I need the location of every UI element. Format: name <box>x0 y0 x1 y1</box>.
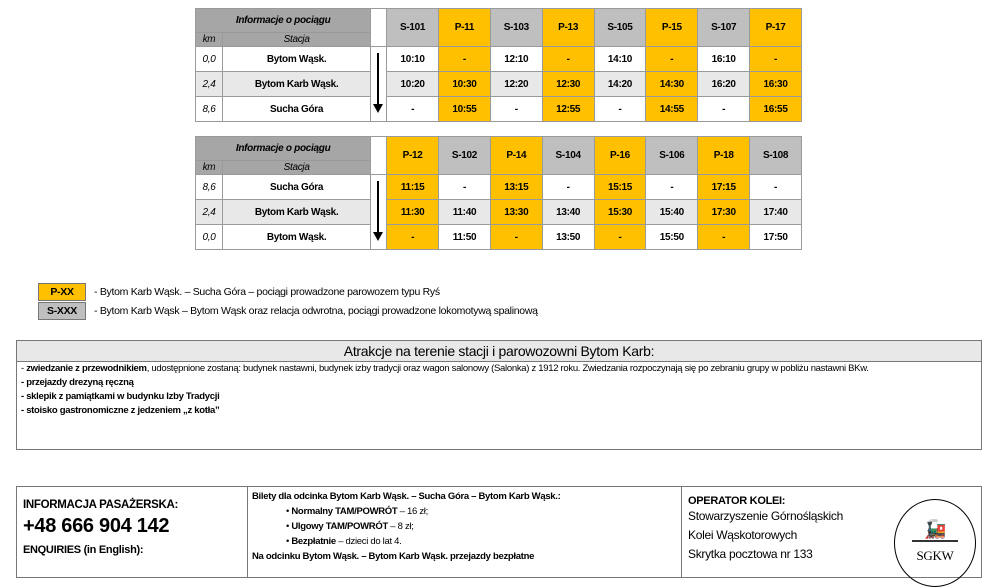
time-cell: - <box>646 47 698 72</box>
train-number: S-106 <box>646 137 698 175</box>
time-cell: 14:10 <box>594 47 646 72</box>
operator-address: Stowarzyszenie Górnośląskich Kolei Wąskotorowych Skrytka pocztowa nr 133 <box>688 509 844 561</box>
time-cell: 11:30 <box>387 200 439 225</box>
ticket-item: • Bezpłatnie – dzieci do lat 4. <box>286 536 402 547</box>
time-cell: 12:30 <box>542 72 594 97</box>
train-number: S-107 <box>698 9 750 47</box>
time-cell: 10:30 <box>439 72 491 97</box>
time-cell: 10:10 <box>387 47 439 72</box>
free-section-note: Na odcinku Bytom Wąsk. – Bytom Karb Wąsk. przejazdy bezpłatne <box>252 551 535 562</box>
time-cell: - <box>698 225 750 250</box>
time-cell: 16:30 <box>750 72 802 97</box>
station-cell: Bytom Karb Wąsk. <box>222 72 370 97</box>
train-number: S-108 <box>750 137 802 175</box>
operator-info <box>682 487 981 577</box>
time-cell: 12:20 <box>490 72 542 97</box>
table-row <box>196 200 802 225</box>
km-cell: 8,6 <box>196 175 223 200</box>
time-cell: - <box>646 175 698 200</box>
direction-header <box>371 137 387 175</box>
time-cell: 10:20 <box>387 72 439 97</box>
legend-text: - Bytom Karb Wąsk. – Sucha Góra – pociągi prowadzone parowozem typu Ryś <box>94 286 440 298</box>
timetable-outbound <box>195 8 802 122</box>
table-row <box>196 47 802 72</box>
header-km: km <box>196 161 223 175</box>
time-cell: 13:15 <box>490 175 542 200</box>
station-cell: Bytom Karb Wąsk. <box>222 200 370 225</box>
header-station: Stacja <box>222 161 370 175</box>
train-number: S-103 <box>490 9 542 47</box>
time-cell: - <box>387 97 439 122</box>
train-number: P-17 <box>750 9 802 47</box>
legend-swatch: S-XXX <box>38 302 86 320</box>
train-number: P-15 <box>646 9 698 47</box>
sgkw-logo: 🚂 SGKW <box>894 499 976 587</box>
attraction-item: - przejazdy drezyną ręczną <box>21 377 134 388</box>
time-cell: 13:30 <box>490 200 542 225</box>
time-cell: 16:20 <box>698 72 750 97</box>
enquiries-label: ENQUIRIES (in English): <box>23 544 144 556</box>
time-cell: - <box>490 97 542 122</box>
footer-box <box>16 486 982 578</box>
time-cell: 17:40 <box>750 200 802 225</box>
time-cell: 15:50 <box>646 225 698 250</box>
km-cell: 2,4 <box>196 200 223 225</box>
time-cell: 17:30 <box>698 200 750 225</box>
train-number: P-13 <box>542 9 594 47</box>
info-label: INFORMACJA PASAŻERSKA: <box>23 499 179 511</box>
time-cell: 14:20 <box>594 72 646 97</box>
station-cell: Bytom Wąsk. <box>222 47 370 72</box>
direction-header <box>371 9 387 47</box>
time-cell: - <box>594 225 646 250</box>
time-cell: 15:15 <box>594 175 646 200</box>
time-cell: 17:15 <box>698 175 750 200</box>
time-cell: - <box>594 97 646 122</box>
attraction-item: - sklepik z pamiątkami w budynku Izby Tradycji <box>21 391 220 402</box>
train-number: S-101 <box>387 9 439 47</box>
ticket-item: • Normalny TAM/POWRÓT – 16 zł; <box>286 506 428 517</box>
table-row <box>196 175 802 200</box>
passenger-info <box>17 487 248 577</box>
station-cell: Sucha Góra <box>222 97 370 122</box>
attractions-title: Atrakcje na terenie stacji i parowozowni Bytom Karb: <box>17 341 981 362</box>
train-number: P-12 <box>387 137 439 175</box>
train-number: S-102 <box>439 137 491 175</box>
table-row <box>196 97 802 122</box>
attraction-item: - stoisko gastronomiczne z jedzeniem „z kotła” <box>21 405 220 416</box>
table-row <box>196 72 802 97</box>
tickets-title: Bilety dla odcinka Bytom Karb Wąsk. – Sucha Góra – Bytom Karb Wąsk.: <box>252 491 561 502</box>
time-cell: 12:10 <box>490 47 542 72</box>
header-info: Informacje o pociągu <box>196 9 371 33</box>
time-cell: 13:40 <box>542 200 594 225</box>
train-number: P-14 <box>490 137 542 175</box>
time-cell: 16:55 <box>750 97 802 122</box>
direction-arrow-cell <box>371 175 387 250</box>
legend-text: - Bytom Karb Wąsk – Bytom Wąsk oraz relacja odwrotna, pociągi prowadzone lokomotywą spalinową <box>94 305 538 317</box>
attraction-item: - zwiedzanie z przewodnikiem, udostępnione zostaną: budynek nastawni, budynek izby tradycji oraz wagon salonowy (Salonka) z 1912 roku. Zwiedzania rozpoczynają się po zebraniu grupy w pobliżu nastawni BKw. <box>21 363 869 374</box>
train-number: S-105 <box>594 9 646 47</box>
tickets-info <box>248 487 682 577</box>
station-cell: Bytom Wąsk. <box>222 225 370 250</box>
km-cell: 8,6 <box>196 97 223 122</box>
time-cell: - <box>542 175 594 200</box>
time-cell: - <box>490 225 542 250</box>
time-cell: 15:30 <box>594 200 646 225</box>
station-cell: Sucha Góra <box>222 175 370 200</box>
time-cell: - <box>439 175 491 200</box>
km-cell: 0,0 <box>196 47 223 72</box>
time-cell: - <box>542 47 594 72</box>
header-info: Informacje o pociągu <box>196 137 371 161</box>
km-cell: 2,4 <box>196 72 223 97</box>
ticket-item: • Ulgowy TAM/POWRÓT – 8 zł; <box>286 521 414 532</box>
legend-swatch: P-XX <box>38 283 86 301</box>
operator-label: OPERATOR KOLEI: <box>688 495 786 507</box>
phone-number[interactable]: +48 666 904 142 <box>23 515 170 537</box>
arrow-down-icon <box>377 53 379 111</box>
time-cell: 15:40 <box>646 200 698 225</box>
train-number: P-16 <box>594 137 646 175</box>
time-cell: 11:40 <box>439 200 491 225</box>
legend-diesel <box>38 302 538 320</box>
train-number: S-104 <box>542 137 594 175</box>
time-cell: - <box>439 47 491 72</box>
header-station: Stacja <box>222 33 370 47</box>
time-cell: 11:15 <box>387 175 439 200</box>
train-number: P-18 <box>698 137 750 175</box>
attractions-box <box>16 340 982 450</box>
km-cell: 0,0 <box>196 225 223 250</box>
time-cell: - <box>387 225 439 250</box>
time-cell: 16:10 <box>698 47 750 72</box>
arrow-down-icon <box>377 181 379 239</box>
timetable-return <box>195 136 802 250</box>
time-cell: 12:55 <box>542 97 594 122</box>
time-cell: 14:55 <box>646 97 698 122</box>
time-cell: 11:50 <box>439 225 491 250</box>
time-cell: - <box>750 47 802 72</box>
time-cell: 10:55 <box>439 97 491 122</box>
time-cell: 17:50 <box>750 225 802 250</box>
time-cell: 13:50 <box>542 225 594 250</box>
direction-arrow-cell <box>371 47 387 122</box>
time-cell: - <box>698 97 750 122</box>
time-cell: 14:30 <box>646 72 698 97</box>
header-km: km <box>196 33 223 47</box>
table-row <box>196 225 802 250</box>
train-number: P-11 <box>439 9 491 47</box>
time-cell: - <box>750 175 802 200</box>
legend-steam <box>38 283 440 301</box>
